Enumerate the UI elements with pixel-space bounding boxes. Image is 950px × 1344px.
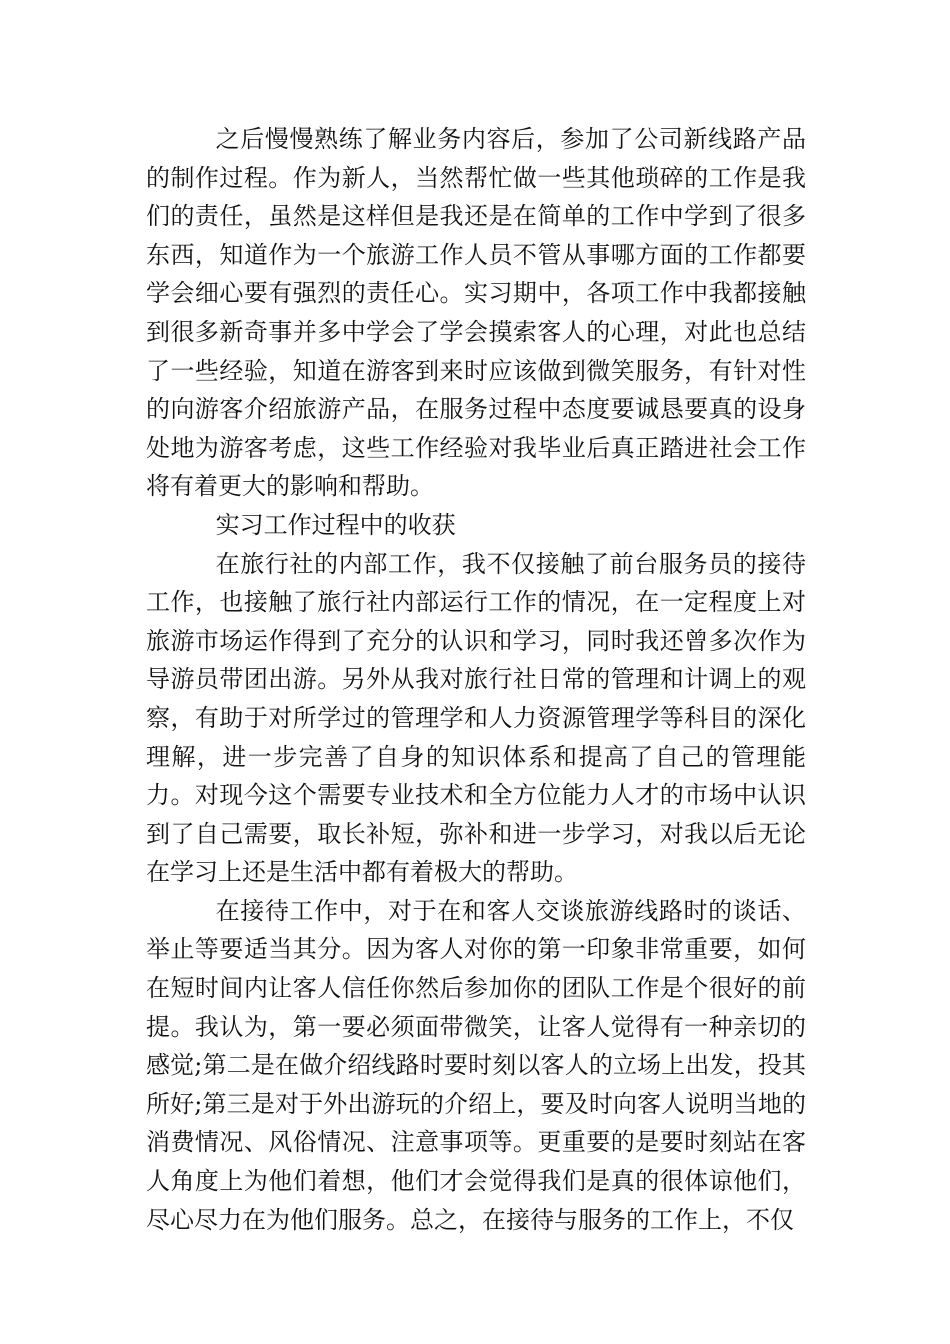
paragraph-reception-work: 在接待工作中，对于在和客人交谈旅游线路时的谈话、举止等要适当其分。因为客人对你的第一印象非常重要，如何在短时间内让客人信任你然后参加你的团队工作是个很好的前提。我认为，第一要必须面带微笑，让客人觉得有一种亲切的感觉;第二是在做介绍线路时要时刻以客人的立场上出发，投其所好;第三是对于外出游玩的介绍上，要及时向客人说明当地的消费情况、风俗情况、注意事项等。更重要的是要时刻站在客人角度上为他们着想，他们才会觉得我们是真的很体谅他们，尽心尽力在为他们服务。总之，在接待与服务的工作上，不仅 — [146, 896, 806, 1234]
paragraph-work-process: 之后慢慢熟练了解业务内容后，参加了公司新线路产品的制作过程。作为新人，当然帮忙做一些其他琐碎的工作是我们的责任，虽然是这样但是我还是在简单的工作中学到了很多东西，知道作为一个旅游工作人员不管从事哪方面的工作都要学会细心要有强烈的责任心。实习期中，各项工作中我都接触到很多新奇事并多中学会了学会摸索客人的心理，对此也总结了一些经验，知道在游客到来时应该做到微笑服务，有针对性的向游客介绍旅游产品，在服务过程中态度要诚恳要真的设身处地为游客考虑，这些工作经验对我毕业后真正踏进社会工作将有着更大的影响和帮助。 — [146, 125, 806, 501]
section-heading-harvest: 实习工作过程中的收获 — [215, 510, 456, 539]
document-body — [146, 120, 806, 1239]
paragraph-internal-work: 在旅行社的内部工作，我不仅接触了前台服务员的接待工作，也接触了旅行社内部运行工作的情况，在一定程度上对旅游市场运作得到了充分的认识和学习，同时我还曾多次作为导游员带团出游。另外从我对旅行社日常的管理和计调上的观察，有助于对所学过的管理学和人力资源管理学等科目的深化理解，进一步完善了自身的知识体系和提高了自己的管理能力。对现今这个需要专业技术和全方位能力人才的市场中认识到了自己需要，取长补短，弥补和进一步学习，对我以后无论在学习上还是生活中都有着极大的帮助。 — [146, 549, 806, 887]
